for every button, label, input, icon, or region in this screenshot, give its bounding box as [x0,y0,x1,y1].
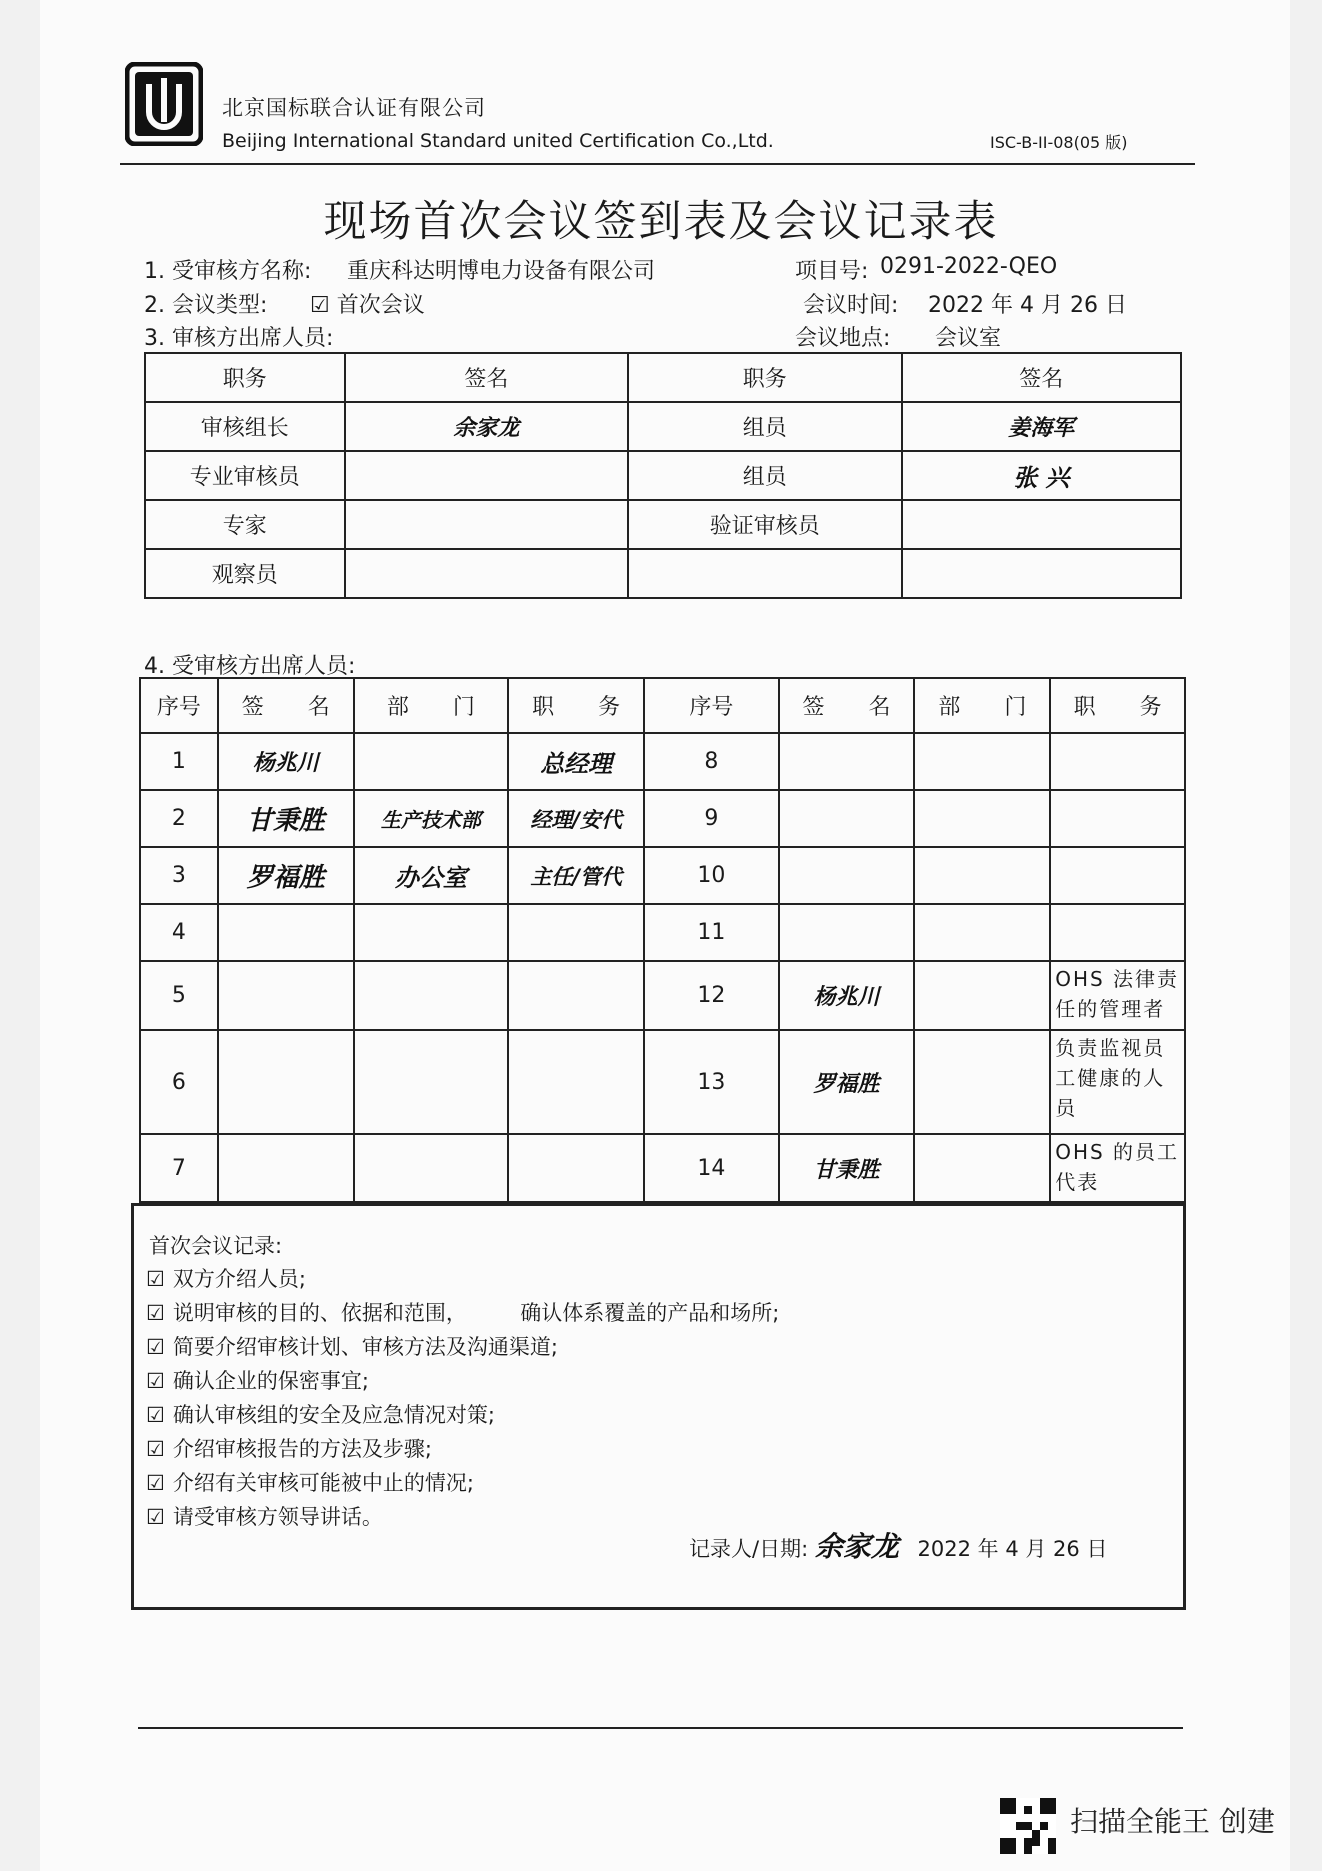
checkbox-checked-icon: ☑ [146,1369,165,1393]
checkbox-checked-icon: ☑ [146,1403,165,1427]
header-cell: 签 名 [779,678,915,733]
role-cell [628,549,901,598]
department-cell [354,961,509,1030]
department-cell [354,733,509,790]
signature-cell: 甘秉胜 [779,1134,915,1202]
table-header-row [145,353,1181,402]
department-cell [914,904,1050,961]
meeting-location-label: 会议地点: [795,326,891,351]
checkbox-checked-icon: ☑ [146,1301,165,1325]
role-cell: 验证审核员 [628,500,901,549]
project-number-label: 项目号: [795,259,869,284]
signature-cell [218,1030,354,1134]
meeting-type-label: 2. 会议类型: [144,293,268,318]
number-cell: 4 [140,904,218,961]
number-cell: 7 [140,1134,218,1202]
role-cell: 组员 [628,451,901,500]
signature-cell [218,961,354,1030]
department-cell [914,961,1050,1030]
list-item-label: 介绍审核报告的方法及步骤; [172,1437,432,1461]
header-divider [120,163,1195,165]
position-cell [508,961,644,1030]
header-cell: 职务 [145,353,345,402]
signature-cell [345,549,628,598]
checkbox-checked-icon: ☑ [146,1471,165,1495]
scanner-watermark: 扫描全能王 创建 [1070,1805,1275,1838]
number-cell: 12 [644,961,779,1030]
table-row [145,402,1181,451]
checkbox-checked-icon: ☑ [146,1335,165,1359]
number-cell: 6 [140,1030,218,1134]
table-row [145,500,1181,549]
department-cell [354,904,509,961]
table-row [140,1030,1185,1134]
signature-cell [779,733,915,790]
list-item [146,1262,779,1296]
table-header-row [140,678,1185,733]
position-cell [1050,904,1185,961]
checkbox-checked-icon: ☑ [146,1267,165,1291]
signature-cell [779,847,915,904]
header-cell: 部 门 [914,678,1050,733]
recorder-label: 记录人/日期: [689,1537,809,1561]
recorder-signature: 余家龙 [814,1530,899,1563]
table-row [140,961,1185,1030]
checkbox-checked-icon: ☑ [146,1505,165,1529]
auditor-attendance-table [144,352,1182,599]
meeting-time-value: 2022 年 4 月 26 日 [928,293,1127,318]
header-cell: 序号 [140,678,218,733]
department-cell [914,1030,1050,1134]
role-cell: 专家 [145,500,345,549]
qr-code-icon [1000,1798,1056,1854]
signature-cell [218,1134,354,1202]
document-code: ISC-B-II-08(05 版) [990,133,1128,152]
signature-cell [779,790,915,847]
number-cell: 13 [644,1030,779,1134]
list-item [146,1330,779,1364]
auditee-attendees-label: 4. 受审核方出席人员: [144,654,356,679]
header-cell: 签 名 [218,678,354,733]
record-title: 首次会议记录: [149,1234,283,1258]
signature-cell: 甘秉胜 [218,790,354,847]
header-cell: 职务 [628,353,901,402]
number-cell: 5 [140,961,218,1030]
department-cell [354,1134,509,1202]
meeting-time-label: 会议时间: [803,293,899,318]
list-item [146,1466,779,1500]
signature-cell: 张 兴 [902,451,1181,500]
number-cell: 3 [140,847,218,904]
list-item [146,1432,779,1466]
list-item [146,1296,779,1330]
signature-cell: 杨兆川 [218,733,354,790]
role-cell: 专业审核员 [145,451,345,500]
recorder-line [689,1525,1107,1565]
list-item-label: 请受审核方领导讲话。 [172,1505,383,1529]
header-cell: 签名 [902,353,1181,402]
role-cell: 观察员 [145,549,345,598]
position-cell: OHS 法律责任的管理者 [1050,961,1185,1030]
auditee-name-label: 1. 受审核方名称: [144,259,312,284]
department-cell: 办公室 [354,847,509,904]
signature-cell [345,451,628,500]
number-cell: 11 [644,904,779,961]
signature-cell: 罗福胜 [779,1030,915,1134]
list-item-label: 双方介绍人员; [172,1267,306,1291]
number-cell: 14 [644,1134,779,1202]
department-cell [914,733,1050,790]
position-cell: 经理/安代 [508,790,644,847]
signature-cell [345,500,628,549]
project-number-value: 0291-2022-QEO [880,254,1058,279]
position-cell [1050,790,1185,847]
header-cell: 职 务 [1050,678,1185,733]
number-cell: 8 [644,733,779,790]
auditors-present-label: 3. 审核方出席人员: [144,326,334,351]
signature-cell [902,500,1181,549]
number-cell: 9 [644,790,779,847]
signature-cell: 余家龙 [345,402,628,451]
list-item-label: 介绍有关审核可能被中止的情况; [172,1471,474,1495]
table-row [140,790,1185,847]
list-item-label: 简要介绍审核计划、审核方法及沟通渠道; [172,1335,558,1359]
meeting-record-box [131,1203,1186,1610]
position-cell [508,904,644,961]
table-row [145,549,1181,598]
department-cell [914,1134,1050,1202]
auditee-attendance-table [139,677,1186,1203]
department-cell: 生产技术部 [354,790,509,847]
header-cell: 签名 [345,353,628,402]
auditee-name-value: 重庆科达明博电力设备有限公司 [347,259,656,284]
recorder-date: 2022 年 4 月 26 日 [917,1537,1108,1561]
list-item [146,1364,779,1398]
signature-cell: 姜海军 [902,402,1181,451]
role-cell: 审核组长 [145,402,345,451]
position-cell: 总经理 [508,733,644,790]
table-row [140,733,1185,790]
list-item-label: 确认企业的保密事宜; [172,1369,369,1393]
list-item-label: 说明审核的目的、依据和范围， 确认体系覆盖的产品和场所; [172,1301,780,1325]
header-cell: 部 门 [354,678,509,733]
table-row [145,451,1181,500]
company-name-cn: 北京国标联合认证有限公司 [222,96,486,120]
position-cell: 负责监视员工健康的人员 [1050,1030,1185,1134]
header-cell: 序号 [644,678,779,733]
list-item-label: 确认审核组的安全及应急情况对策; [172,1403,495,1427]
position-cell [508,1030,644,1134]
position-cell [1050,847,1185,904]
table-row [140,904,1185,961]
signature-cell [902,549,1181,598]
footer-divider [138,1727,1183,1729]
company-name-en: Beijing International Standard united Certification Co.,Ltd. [222,130,774,152]
role-cell: 组员 [628,402,901,451]
company-logo [125,62,203,146]
position-cell [1050,733,1185,790]
checkbox-checked-icon: ☑ [146,1437,165,1461]
table-row [140,1134,1185,1202]
table-row [140,847,1185,904]
signature-cell [218,904,354,961]
signature-cell: 罗福胜 [218,847,354,904]
department-cell [914,790,1050,847]
number-cell: 1 [140,733,218,790]
record-checklist [146,1262,779,1534]
page-title: 现场首次会议签到表及会议记录表 [323,197,999,247]
header-cell: 职 务 [508,678,644,733]
position-cell [508,1134,644,1202]
meeting-location-value: 会议室 [935,326,1002,351]
department-cell [914,847,1050,904]
signature-cell: 杨兆川 [779,961,915,1030]
department-cell [354,1030,509,1134]
list-item [146,1398,779,1432]
number-cell: 2 [140,790,218,847]
position-cell: 主任/管代 [508,847,644,904]
signature-cell [779,904,915,961]
position-cell: OHS 的员工代表 [1050,1134,1185,1202]
list-item [146,1500,779,1534]
number-cell: 10 [644,847,779,904]
meeting-type-value: ☑ 首次会议 [310,293,425,318]
